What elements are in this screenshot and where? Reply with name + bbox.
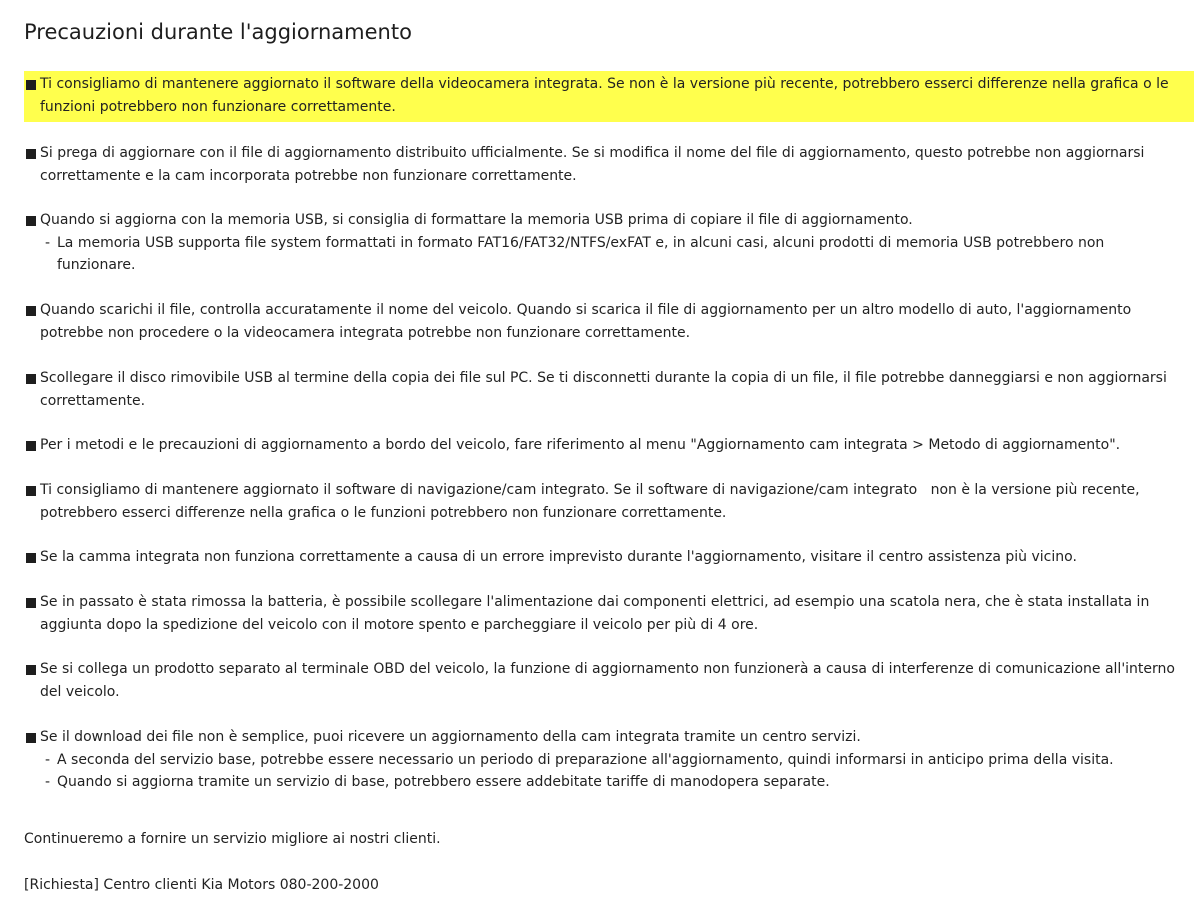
list-item: [24, 209, 1194, 277]
item-text-continued: del veicolo.: [40, 683, 120, 700]
item-text: Quando scarichi il file, controlla accuratamente il nome del veicolo. Quando si scarica il file di aggiornamento per un altro modello di auto, l'aggiornamento: [40, 302, 1132, 318]
item-line: [24, 591, 1194, 614]
item-line: [24, 479, 1194, 502]
item-text: Ti consigliamo di mantenere aggiornato il software della videocamera integrata. Se non è la versione più recente, potrebbero esserci differenze nella grafica o le: [40, 76, 1169, 92]
item-line: [24, 209, 1194, 232]
item-text-continued: potrebbe non procedere o la videocamera integrata potrebbe non funzionare correttamente.: [40, 324, 691, 341]
page-title: Precauzioni durante l'aggiornamento: [24, 20, 412, 44]
square-bullet-icon: [26, 216, 36, 226]
list-item: [24, 591, 1194, 636]
list-item: [24, 367, 1194, 412]
closing-message: Continueremo a fornire un servizio migliore ai nostri clienti.: [24, 831, 441, 847]
list-item: [24, 658, 1194, 703]
square-bullet-icon: [26, 441, 36, 451]
dash-marker: -: [45, 774, 51, 791]
item-text-continued: correttamente e la cam incorporata potrebbe non funzionare correttamente.: [40, 167, 577, 184]
item-text: Se la camma integrata non funziona correttamente a causa di un errore imprevisto durante l'aggiornamento, visitare il centro assistenza più vicino.: [40, 549, 1077, 565]
list-item: [24, 142, 1194, 187]
square-bullet-icon: [26, 665, 36, 675]
item-text: Quando si aggiorna con la memoria USB, si consiglia di formattare la memoria USB prima di copiare il file di aggiornamento.: [40, 212, 913, 228]
square-bullet-icon: [26, 374, 36, 384]
item-line: [24, 73, 1194, 96]
contact-info: [Richiesta] Centro clienti Kia Motors 080-200-2000: [24, 877, 379, 893]
dash-marker: -: [45, 234, 51, 251]
item-line: [24, 367, 1194, 390]
sub-item: [24, 771, 1194, 794]
square-bullet-icon: [26, 486, 36, 496]
item-line: [24, 299, 1194, 322]
item-line: [24, 546, 1194, 569]
sub-item: [24, 232, 1194, 255]
square-bullet-icon: [26, 80, 36, 90]
item-text: Se il download dei file non è semplice, puoi ricevere un aggiornamento della cam integrata tramite un centro servizi.: [40, 729, 861, 745]
sub-item: [24, 749, 1194, 772]
square-bullet-icon: [26, 733, 36, 743]
sub-item-text: A seconda del servizio base, potrebbe essere necessario un periodo di preparazione all'aggiornamento, quindi informarsi in anticipo prima della visita.: [57, 751, 1114, 768]
item-text-continued: aggiunta dopo la spedizione del veicolo con il motore spento e parcheggiare il veicolo per più di 4 ore.: [40, 616, 759, 633]
item-text: Se in passato è stata rimossa la batteria, è possibile scollegare l'alimentazione dai componenti elettrici, ad esempio una scatola nera, che è stata installata in: [40, 594, 1150, 610]
list-item: [24, 479, 1194, 524]
item-text: Se si collega un prodotto separato al terminale OBD del veicolo, la funzione di aggiornamento non funzionerà a causa di interferenze di comunicazione all'interno: [40, 661, 1175, 677]
list-item: [24, 71, 1194, 122]
item-line: [24, 142, 1194, 165]
item-text: Si prega di aggiornare con il file di aggiornamento distribuito ufficialmente. Se si modifica il nome del file di aggiornamento, questo potrebbe non aggiornarsi: [40, 145, 1145, 161]
item-text: Ti consigliamo di mantenere aggiornato il software di navigazione/cam integrato. Se il software di navigazione/cam integrato non è la versione più recente,: [40, 482, 1140, 498]
square-bullet-icon: [26, 149, 36, 159]
item-line: [24, 726, 1194, 749]
square-bullet-icon: [26, 306, 36, 316]
sub-item-text: Quando si aggiorna tramite un servizio di base, potrebbero essere addebitate tariffe di manodopera separate.: [57, 774, 830, 791]
item-line: [24, 658, 1194, 681]
item-text-continued: funzioni potrebbero non funzionare correttamente.: [40, 98, 396, 115]
list-item: [24, 546, 1194, 569]
item-text-continued: potrebbero esserci differenze nella grafica o le funzioni potrebbero non funzionare correttamente.: [40, 504, 727, 521]
item-text: Per i metodi e le precauzioni di aggiornamento a bordo del veicolo, fare riferimento al menu "Aggiornamento cam integrata > Metodo di aggiornamento".: [40, 437, 1121, 453]
sub-item-text-continued: funzionare.: [57, 257, 136, 274]
item-text: Scollegare il disco rimovibile USB al termine della copia dei file sul PC. Se ti disconnetti durante la copia di un file, il file potrebbe danneggiarsi e non aggiornarsi: [40, 370, 1167, 386]
list-item: [24, 299, 1194, 344]
sub-item-text: La memoria USB supporta file system formattati in formato FAT16/FAT32/NTFS/exFAT e, in alcuni casi, alcuni prodotti di memoria USB potrebbero non: [57, 234, 1105, 251]
square-bullet-icon: [26, 553, 36, 563]
item-line: [24, 434, 1194, 457]
item-text-continued: correttamente.: [40, 392, 146, 409]
dash-marker: -: [45, 751, 51, 768]
list-item: [24, 434, 1194, 457]
list-item: [24, 726, 1194, 794]
square-bullet-icon: [26, 598, 36, 608]
